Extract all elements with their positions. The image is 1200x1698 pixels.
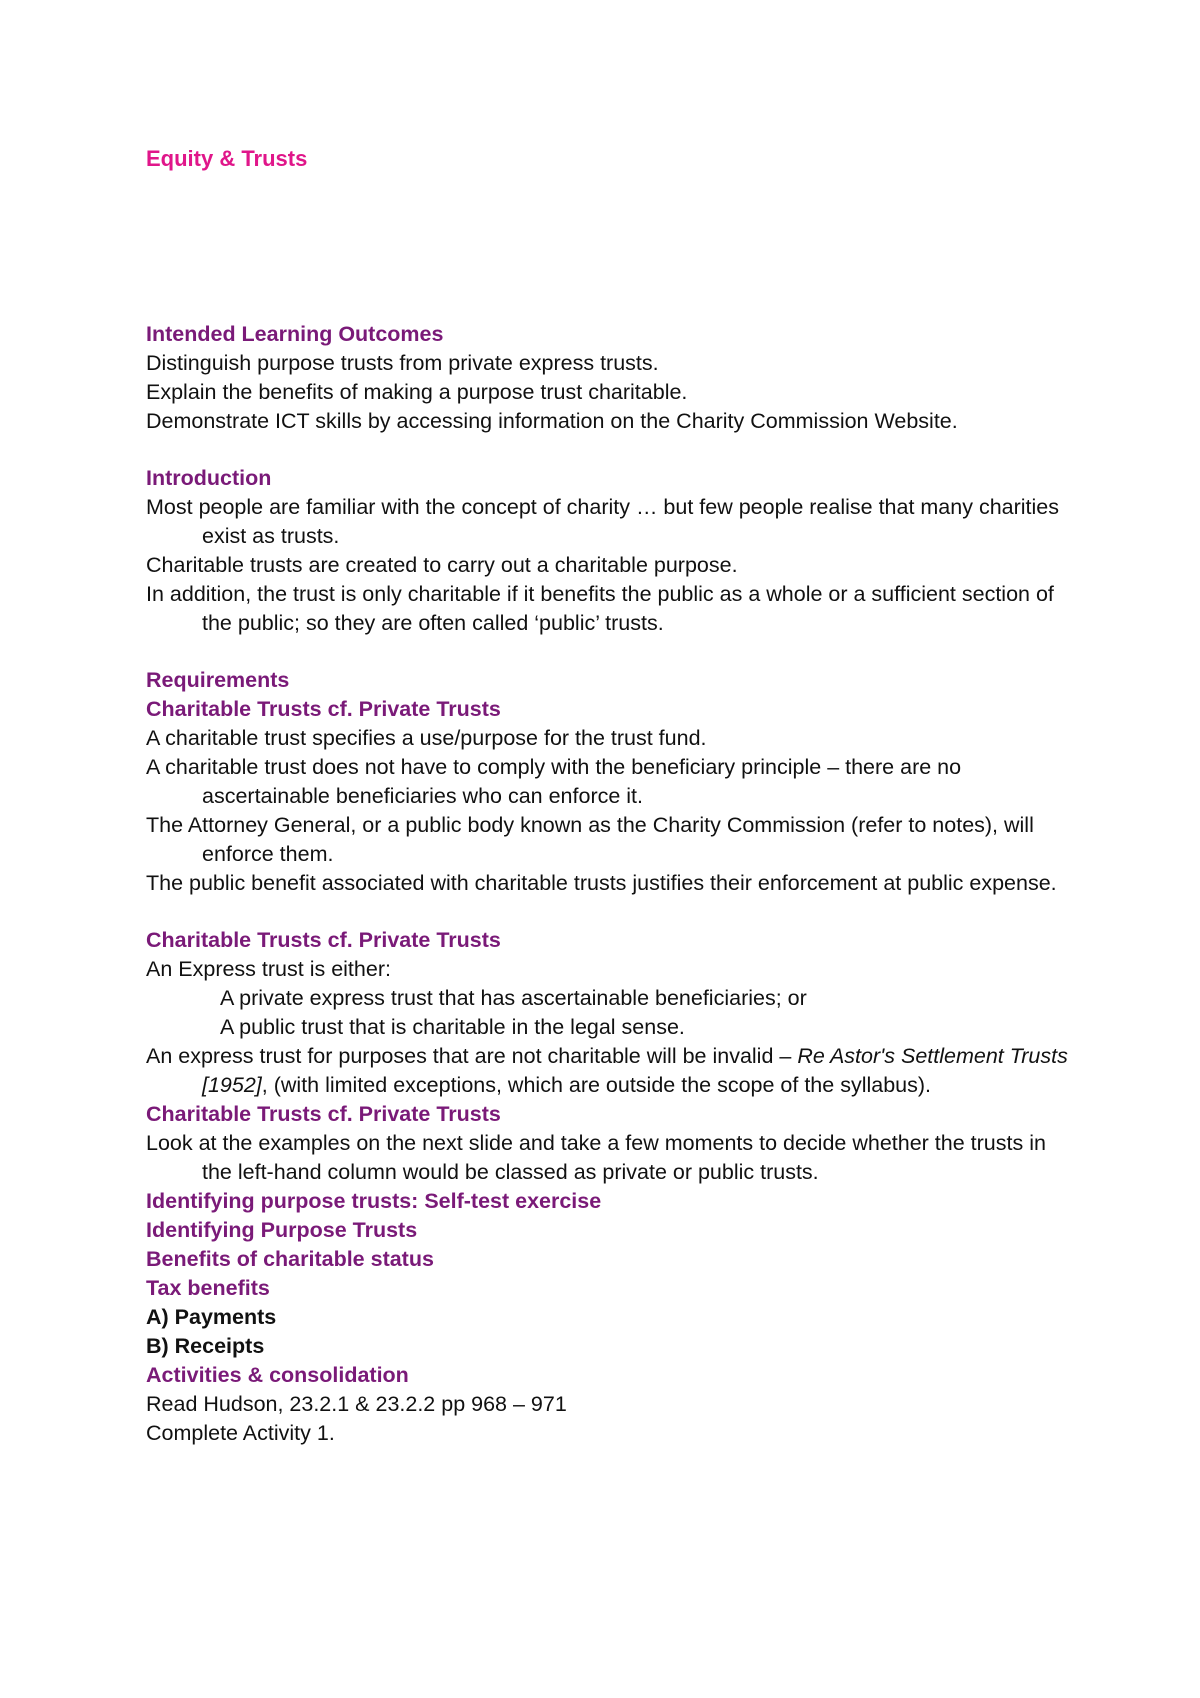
document-title: Equity & Trusts <box>146 146 308 171</box>
introduction-line: In addition, the trust is only charitable if it benefits the public as a whole or a sufficient section of the public; so they are often called ‘public’ trusts. <box>146 582 1054 635</box>
invalid-prefix: An express trust for purposes that are not charitable will be invalid – <box>146 1044 798 1068</box>
requirements-line: The Attorney General, or a public body known as the Charity Commission (refer to notes), will enforce them. <box>146 813 1034 866</box>
spacer <box>146 898 1076 926</box>
activities-heading: Activities & consolidation <box>146 1363 409 1387</box>
payments-heading: A) Payments <box>146 1305 277 1329</box>
invalid-suffix: , (with limited exceptions, which are outside the scope of the syllabus). <box>261 1073 932 1097</box>
requirements-subheading: Charitable Trusts cf. Private Trusts <box>146 697 501 721</box>
identifying-heading: Identifying Purpose Trusts <box>146 1218 418 1242</box>
outcome-line: Distinguish purpose trusts from private express trusts. <box>146 351 659 375</box>
requirements-heading: Requirements <box>146 668 290 692</box>
requirements-line: A charitable trust specifies a use/purpose for the trust fund. <box>146 726 707 750</box>
tax-benefits-heading: Tax benefits <box>146 1276 270 1300</box>
outcomes-heading: Intended Learning Outcomes <box>146 322 444 346</box>
introduction-heading: Introduction <box>146 466 272 490</box>
case-citation: Re Astor's Settlement Trusts [1952] <box>202 1044 1068 1097</box>
express-option: A public trust that is charitable in the legal sense. <box>220 1015 685 1039</box>
examples-text: Look at the examples on the next slide and take a few moments to decide whether the trusts in the left-hand column would be classed as private or public trusts. <box>146 1131 1046 1184</box>
introduction-line: Most people are familiar with the concept of charity … but few people realise that many charities exist as trusts. <box>146 495 1060 548</box>
requirements-line: The public benefit associated with charitable trusts justifies their enforcement at public expense. <box>146 871 1057 895</box>
express-intro: An Express trust is either: <box>146 957 391 981</box>
receipts-heading: B) Receipts <box>146 1334 265 1358</box>
outcome-line: Explain the benefits of making a purpose trust charitable. <box>146 380 688 404</box>
benefits-heading: Benefits of charitable status <box>146 1247 434 1271</box>
document-body <box>146 320 1076 1448</box>
self-test-heading: Identifying purpose trusts: Self-test exercise <box>146 1189 602 1213</box>
outcome-line: Demonstrate ICT skills by accessing information on the Charity Commission Website. <box>146 409 958 433</box>
express-heading: Charitable Trusts cf. Private Trusts <box>146 928 501 952</box>
express-invalid-line <box>146 1042 1076 1100</box>
spacer <box>146 436 1076 464</box>
requirements-line: A charitable trust does not have to comply with the beneficiary principle – there are no ascertainable beneficiaries who can enforce it. <box>146 755 962 808</box>
introduction-line: Charitable trusts are created to carry out a charitable purpose. <box>146 553 738 577</box>
activities-line: Read Hudson, 23.2.1 & 23.2.2 pp 968 – 971 <box>146 1392 567 1416</box>
express-option: A private express trust that has ascertainable beneficiaries; or <box>220 986 807 1010</box>
spacer <box>146 638 1076 666</box>
examples-heading: Charitable Trusts cf. Private Trusts <box>146 1102 501 1126</box>
activities-line: Complete Activity 1. <box>146 1421 335 1445</box>
